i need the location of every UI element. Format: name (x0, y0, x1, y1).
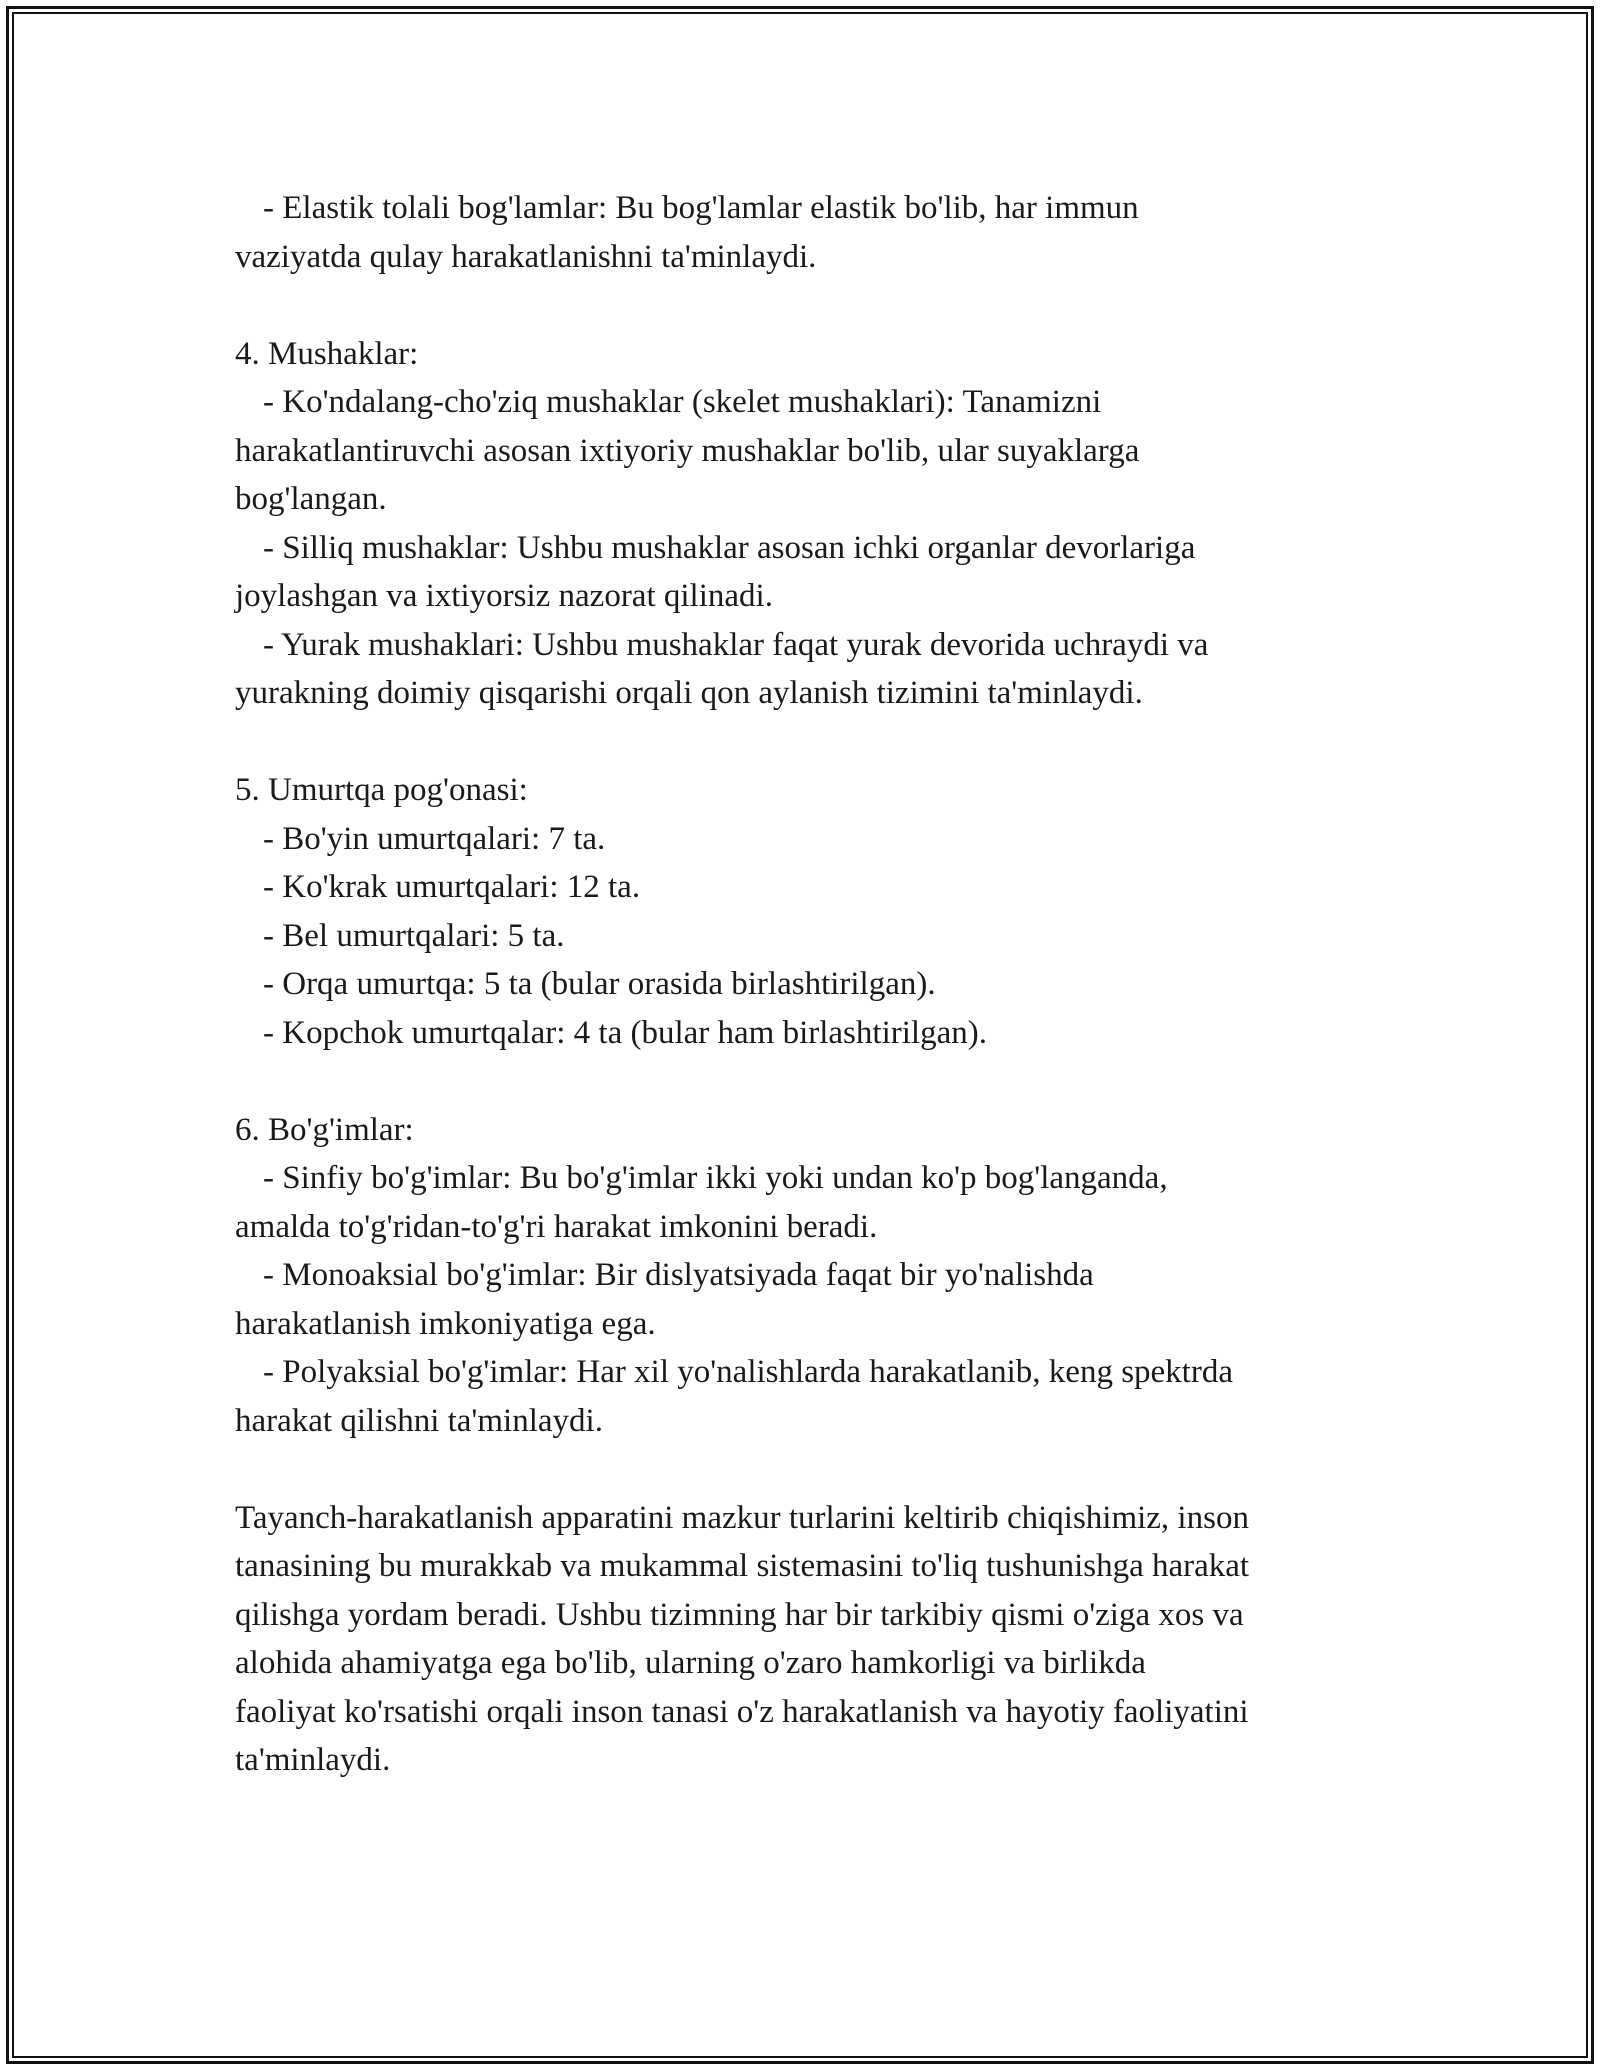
section-heading: 4. Mushaklar: (235, 335, 419, 372)
list-item: - Ko'krak umurtqalari: 12 ta. (263, 869, 641, 905)
section-joints (235, 1106, 1395, 1446)
text-line: - Sinfiy bo'g'imlar: Bu bo'g'imlar ikki yoki undan ko'p bog'langanda, (263, 1160, 1168, 1196)
text-line: harakatlantiruvchi asosan ixtiyoriy mushaklar bo'lib, ular suyaklarga (235, 432, 1140, 469)
text-line: - Ko'ndalang-cho'ziq mushaklar (skelet mushaklari): Tanamizni (263, 384, 1102, 420)
text-line: Tayanch-harakatlanish apparatini mazkur turlarini keltirib chiqishimiz, inson (235, 1499, 1249, 1536)
text-line: - Elastik tolali bog'lamlar: Bu bog'lamlar elastik bo'lib, har immun (263, 190, 1139, 226)
text-line: qilishga yordam beradi. Ushbu tizimning har bir tarkibiy qismi o'ziga xos va (235, 1596, 1244, 1633)
paragraph-gap (235, 281, 1395, 330)
text-line: ta'minlaydi. (235, 1742, 391, 1778)
document-body (235, 184, 1395, 1785)
section-muscles (235, 330, 1395, 718)
text-line: - Silliq mushaklar: Ushbu mushaklar asosan ichki organlar devorlariga (263, 529, 1196, 566)
text-line: - Yurak mushaklari: Ushbu mushaklar faqat yurak devorida uchraydi va (263, 626, 1209, 663)
list-item: - Bel umurtqalari: 5 ta. (263, 917, 565, 954)
section-heading: 6. Bo'g'imlar: (235, 1111, 414, 1148)
text-line: faoliyat ko'rsatishi orqali inson tanasi o'z harakatlanish va hayotiy faoliyatini (235, 1693, 1249, 1730)
text-line: harakatlanish imkoniyatiga ega. (235, 1305, 656, 1342)
list-item: - Orqa umurtqa: 5 ta (bular orasida birlashtirilgan). (263, 966, 936, 1002)
paragraph-gap (235, 1057, 1395, 1106)
section-heading: 5. Umurtqa pog'onasi: (235, 772, 528, 808)
text-line: harakat qilishni ta'minlaydi. (235, 1402, 603, 1439)
paragraph-gap (235, 718, 1395, 767)
text-line: joylashgan va ixtiyorsiz nazorat qilinadi. (235, 578, 773, 614)
text-line: - Monoaksial bo'g'imlar: Bir dislyatsiyada faqat bir yo'nalishda (263, 1257, 1094, 1293)
text-line: alohida ahamiyatga ega bo'lib, ularning o'zaro hamkorligi va birlikda (235, 1645, 1146, 1681)
text-line: yurakning doimiy qisqarishi orqali qon aylanish tizimini ta'minlaydi. (235, 675, 1143, 711)
paragraph-gap (235, 1445, 1395, 1494)
text-line: - Polyaksial bo'g'imlar: Har xil yo'nalishlarda harakatlanib, keng spektrda (263, 1354, 1233, 1390)
text-line: amalda to'g'ridan-to'g'ri harakat imkonini beradi. (235, 1208, 878, 1245)
section-spine (235, 766, 1395, 1057)
text-line: bog'langan. (235, 481, 387, 517)
elastic-ligaments-item (235, 184, 1395, 281)
conclusion-paragraph (235, 1494, 1395, 1785)
list-item: - Bo'yin umurtqalari: 7 ta. (263, 820, 606, 857)
list-item: - Kopchok umurtqalar: 4 ta (bular ham birlashtirilgan). (263, 1014, 987, 1051)
text-line: vaziyatda qulay harakatlanishni ta'minlaydi. (235, 238, 817, 275)
text-line: tanasining bu murakkab va mukammal sistemasini to'liq tushunishga harakat (235, 1548, 1250, 1584)
